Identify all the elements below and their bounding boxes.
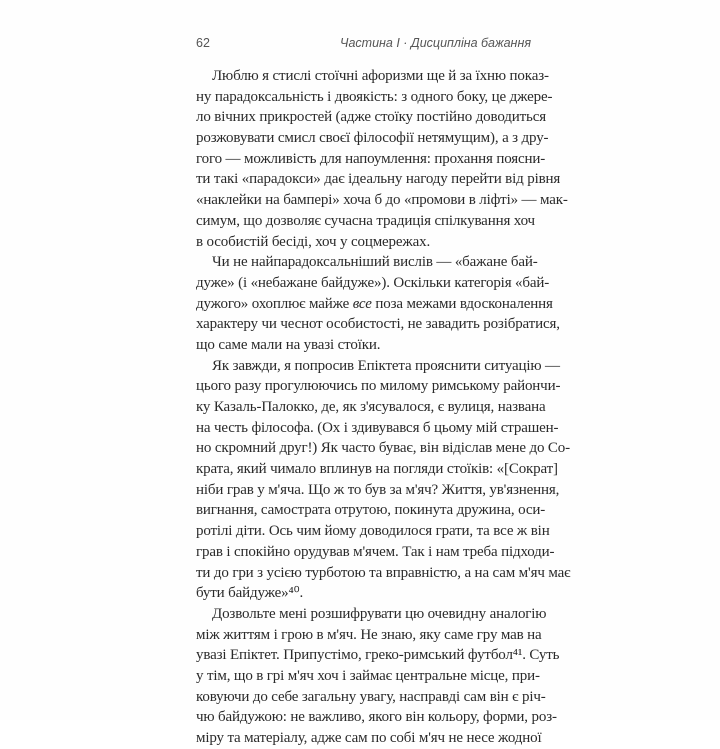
text-segment: в особистій бесіді, хоч у соцмережах.	[196, 233, 431, 250]
text-segment: що саме мали на увазі стоїки.	[196, 336, 381, 353]
text-line	[196, 480, 560, 501]
text-line	[196, 666, 540, 687]
text-segment: вигнання, самострата отрутою, покинута дружина, оси-	[196, 502, 546, 519]
running-title: Частина I · Дисципліна бажання	[340, 36, 531, 50]
text-segment: розжовувати смисл своєї філософії нетямущим), а з дру-	[196, 130, 549, 147]
text-segment: дуже» (і «небажане байдуже»). Оскільки категорія «бай-	[196, 274, 550, 291]
text-line	[196, 728, 542, 749]
text-segment: ну парадоксальність і двоякість: з одного боку, це джере-	[196, 88, 553, 105]
text-line	[196, 500, 546, 521]
text-segment: грав і спокійно орудував м'ячем. Так і нам треба підходи-	[196, 543, 555, 560]
page-number: 62	[196, 36, 210, 50]
text-line	[196, 169, 561, 190]
text-segment: на честь філософа. (Ох і здивувався б цьому мій страшен-	[196, 419, 559, 436]
text-line	[196, 87, 553, 108]
text-line	[196, 66, 549, 87]
text-segment: ти такі «парадокси» дає ідеальну нагоду перейти від рівня	[196, 171, 561, 188]
text-line	[196, 707, 557, 728]
text-segment: «наклейки на бампері» хоча б до «промови в ліфті» — мак-	[196, 192, 568, 209]
text-line	[196, 190, 568, 211]
text-line	[196, 273, 550, 294]
text-segment: но скромний друг!) Як часто буває, він відіслав мене до Со-	[196, 440, 570, 457]
text-segment: Як завжди, я попросив Епіктета прояснити ситуацію —	[212, 357, 560, 374]
text-line	[196, 418, 559, 439]
text-line	[196, 252, 538, 273]
text-segment: поза межами вдосконалення	[371, 295, 553, 312]
text-line	[196, 438, 570, 459]
text-segment: між життям і грою в м'яч. Не знаю, яку саме гру мав на	[196, 626, 542, 643]
text-line	[196, 521, 550, 542]
text-segment: у тім, що в грі м'яч хоч і займає центральне місце, при-	[196, 667, 540, 684]
italic-text: все	[352, 295, 372, 312]
text-segment: крата, який чимало вплинув на погляди стоїків: «[Сократ]	[196, 461, 558, 478]
text-line	[196, 107, 546, 128]
text-segment: ло вічних прикростей (адже стоїку постійно доводиться	[196, 109, 546, 126]
text-line	[196, 542, 555, 563]
text-segment: ку Казаль-Палокко, де, як з'ясувалося, є вулиця, названа	[196, 399, 546, 415]
text-segment: цього разу прогулюючись по милому римському райончи-	[196, 378, 561, 395]
text-line	[196, 459, 558, 480]
body-text	[196, 66, 571, 749]
text-segment: ротілі діти. Ось чим йому доводилося грати, та все ж він	[196, 523, 550, 540]
text-line	[196, 563, 571, 584]
text-segment: характеру чи чеснот особистості, не завадить розібратися,	[196, 316, 560, 333]
text-segment: Чи не найпарадоксальніший вислів — «бажане бай-	[212, 254, 538, 271]
paragraph	[196, 356, 571, 604]
text-line	[196, 397, 546, 418]
text-line	[196, 314, 560, 335]
text-segment: симум, що дозволяє сучасна традиція спілкування хоч	[196, 212, 535, 229]
text-line	[196, 645, 560, 666]
text-line	[196, 335, 531, 356]
text-segment: бути байдуже»⁴⁰.	[196, 585, 304, 602]
text-segment: Дозвольте мені розшифрувати цю очевидну аналогію	[212, 605, 547, 622]
text-line	[196, 583, 531, 604]
text-segment: ковуючи до себе загальну увагу, насправді сам він є річ-	[196, 688, 546, 705]
text-line	[196, 128, 549, 149]
text-line	[196, 604, 547, 625]
text-line	[196, 625, 542, 646]
text-line	[196, 356, 560, 377]
text-segment: гого — можливість для напоумлення: прохання поясни-	[196, 150, 546, 167]
text-segment: міру та матеріалу, адже сам по собі м'яч не несе жодної	[196, 730, 542, 746]
text-segment: дужого» охоплює майже	[196, 295, 353, 312]
paragraph	[196, 66, 568, 252]
paragraph	[196, 604, 560, 749]
text-line	[196, 376, 561, 397]
text-line	[196, 211, 535, 232]
text-segment: чю байдужою: не важливо, якого він кольору, форми, роз-	[196, 709, 557, 726]
text-segment: ніби грав у м'яча. Що ж то був за м'яч? Життя, ув'язнення,	[196, 481, 560, 498]
paragraph	[196, 252, 560, 355]
text-segment: увазі Епіктет. Припустімо, греко-римський футбол⁴¹. Суть	[196, 647, 560, 664]
text-line	[196, 232, 531, 253]
text-line	[196, 149, 546, 170]
text-segment: Люблю я стислі стоїчні афоризми ще й за їхню показ-	[212, 68, 549, 84]
text-segment: ти до гри з усією турботою та вправністю, а на сам м'яч має	[196, 564, 571, 581]
text-line	[196, 294, 553, 315]
text-line	[196, 687, 546, 708]
